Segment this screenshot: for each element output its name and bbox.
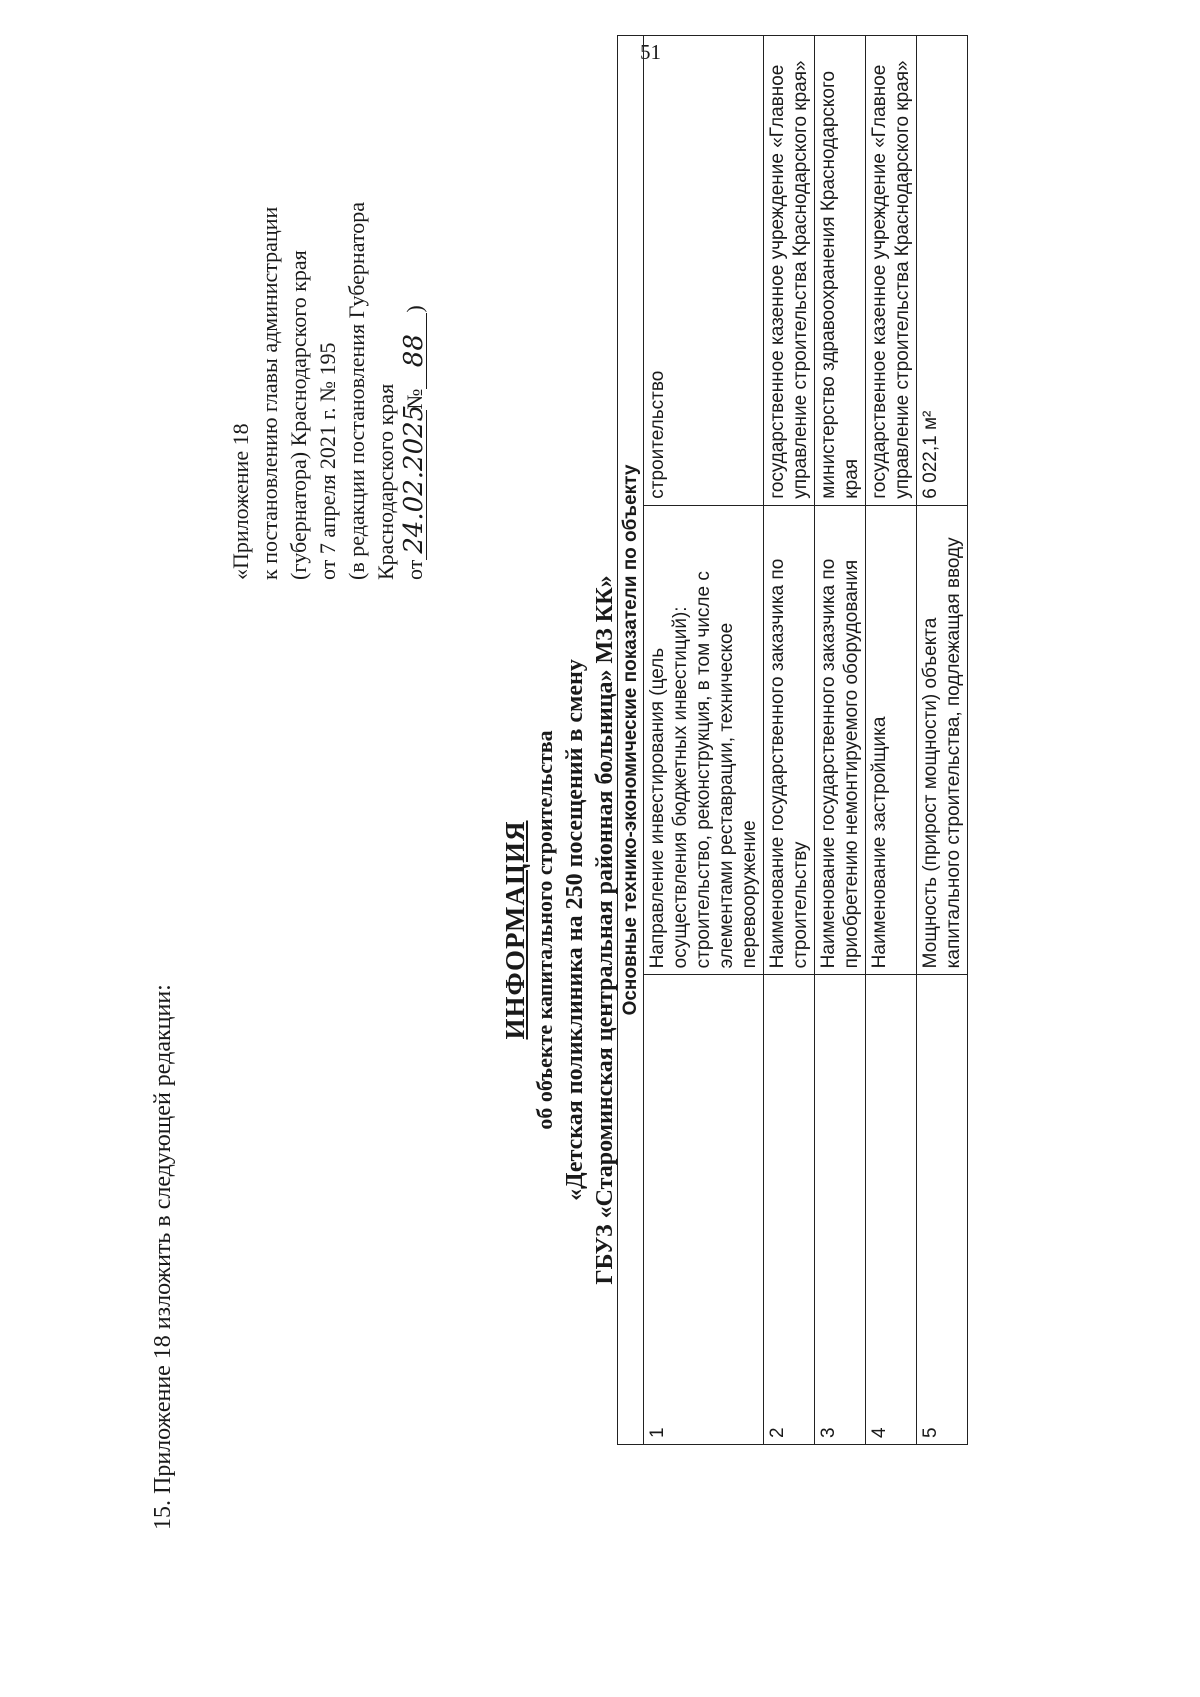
title-institution: ГБУЗ «Староминская центральная районная больница» МЗ КК» [592, 575, 618, 1285]
row-value: государственное казенное учреждение «Главное управление строительства Краснодарского края» [866, 36, 917, 506]
indicators-table [617, 35, 968, 1445]
appendix-header [226, 202, 429, 580]
title-subheading: об объекте капитального строительства [532, 730, 557, 1130]
table-header: Основные технико-экономические показатели по объекту [618, 36, 644, 1445]
appendix-line: (в редакции постановления Губернатора [344, 202, 369, 580]
row-number: 2 [764, 975, 815, 1445]
table-row [866, 36, 917, 1445]
row-number: 5 [917, 975, 968, 1445]
title-heading: ИНФОРМАЦИЯ [500, 820, 530, 1040]
appendix-line: «Приложение 18 [228, 423, 253, 580]
row-number: 3 [815, 975, 866, 1445]
table-row [815, 36, 866, 1445]
appendix-line: (губернатора) Краснодарского края [286, 250, 311, 580]
from-prefix: от [402, 559, 427, 580]
handwritten-date: 24.02.2025 [402, 410, 427, 560]
appendix-line: к постановлению главы администрации [257, 206, 282, 580]
row-value: строительство [644, 36, 764, 506]
table-header-row [618, 36, 644, 1445]
row-label: Наименование застройщика [866, 505, 917, 975]
row-value: 6 022,1 м² [917, 36, 968, 506]
intro-paragraph: 15. Приложение 18 изложить в следующей редакции: [150, 984, 176, 1530]
row-label: Наименование государственного заказчика по строительству [764, 505, 815, 975]
handwritten-number: 88 [402, 313, 427, 389]
table-row [644, 36, 764, 1445]
page-number: 51 [640, 40, 661, 64]
closing-paren: ) [402, 305, 427, 313]
appendix-line: от 7 апреля 2021 г. № 195 [315, 342, 340, 580]
row-label: Направление инвестирования (цель осуществления бюджетных инвестиций): строительство, реконструкция, в том числе с элементами реставрации, техническое перевооружение [644, 505, 764, 975]
row-number: 4 [866, 975, 917, 1445]
row-value: государственное казенное учреждение «Главное управление строительства Краснодарского края» [764, 36, 815, 506]
document-title [500, 380, 620, 1480]
row-label: Наименование государственного заказчика по приобретению немонтируемого оборудования [815, 505, 866, 975]
table-row [764, 36, 815, 1445]
appendix-line: Краснодарского края [373, 383, 398, 580]
row-number: 1 [644, 975, 764, 1445]
table-row [917, 36, 968, 1445]
row-label: Мощность (прирост мощности) объекта капитального строительства, подлежащая вводу [917, 505, 968, 975]
appendix-signature-line [400, 202, 429, 580]
row-value: министерство здравоохранения Краснодарского края [815, 36, 866, 506]
number-sign: № [402, 388, 427, 410]
title-object-name: «Детская поликлиника на 250 посещений в смену [562, 659, 588, 1201]
